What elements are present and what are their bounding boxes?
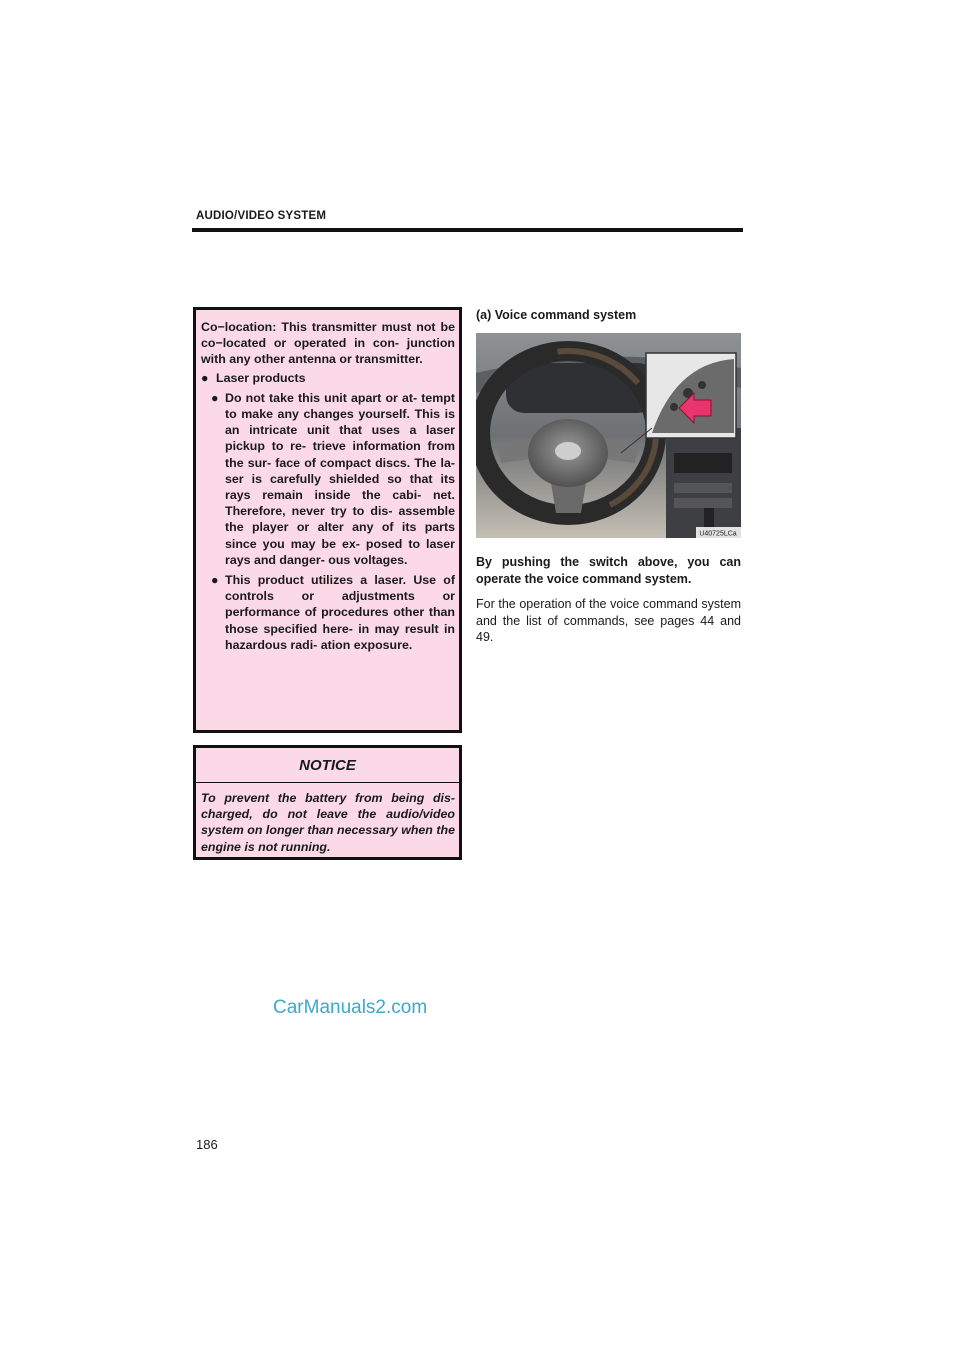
notice-text: To prevent the battery from being dis- charged, do not leave the audio/video system on longer than necessary when the engine is not running. bbox=[201, 791, 455, 854]
laser-sub-item-1 bbox=[201, 390, 455, 568]
header-rule bbox=[192, 228, 743, 232]
laser-sub-text-2: This product utilizes a laser. Use of controls or adjustments or performance of procedures other than those specified here- in may result in hazardous radi- ation exposure. bbox=[225, 573, 455, 652]
bullet-icon: ● bbox=[201, 370, 209, 385]
caution-box bbox=[193, 307, 462, 733]
notice-heading: NOTICE bbox=[196, 748, 459, 783]
laser-sub-text-1: Do not take this unit apart or at- tempt to make any changes yourself. This is an intricate unit that uses a laser pickup to re- trieve information from the sur- face of compact discs. The la- ser is carefully shielded so that its rays remain inside the cabi- net. Therefore, never try to dis- assemble the player or alter any of its parts since you may be ex- posed to laser rays and danger- ous voltages. bbox=[225, 390, 455, 567]
bullet-icon: ● bbox=[211, 390, 219, 405]
laser-products-bullet bbox=[201, 370, 455, 386]
bullet-icon: ● bbox=[211, 573, 219, 588]
notice-box bbox=[193, 745, 462, 860]
section-header: AUDIO/VIDEO SYSTEM bbox=[196, 210, 327, 222]
colocation-paragraph: Co−location: This transmitter must not be co−located or operated in con- junction with any other antenna or transmitter. bbox=[201, 320, 455, 367]
voice-command-body: For the operation of the voice command system and the list of commands, see pages 44 and 49. bbox=[476, 597, 741, 644]
watermark-text: CarManuals2.com bbox=[273, 997, 428, 1018]
laser-products-label: Laser products bbox=[216, 370, 306, 385]
laser-sub-item-2 bbox=[201, 572, 455, 653]
voice-command-lead: By pushing the switch above, you can operate the voice command system. bbox=[476, 555, 741, 586]
voice-command-title: (a) Voice command system bbox=[476, 308, 637, 322]
photo-code: U40725LCa bbox=[699, 530, 737, 538]
steering-wheel-photo bbox=[476, 333, 741, 538]
page-number: 186 bbox=[196, 1137, 218, 1152]
